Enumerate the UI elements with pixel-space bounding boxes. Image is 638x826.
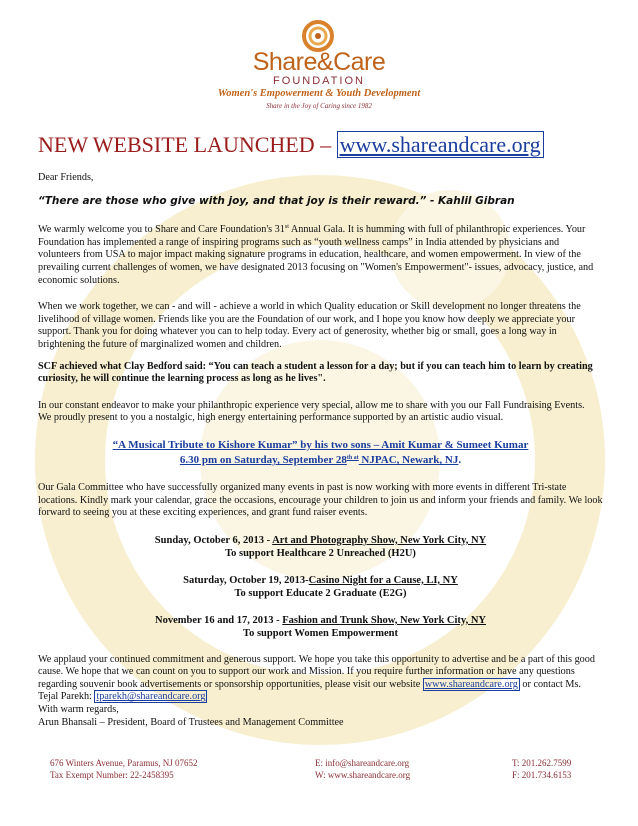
paragraph-gala-committee: Our Gala Committee who have successfully organized many events in past is now working with more events in different Tri-state locations. Kindly mark your calendar, grace the occasions, encourage your children to join us and inform your friends and family. We look forward to seeing you at these exciting experiences, and grant fund raiser events. xyxy=(38,481,603,519)
footer-tax-number: Tax Exempt Number: 22-2458395 xyxy=(50,769,174,780)
event-list xyxy=(38,534,603,640)
gibran-quote: “There are those who give with joy, and that joy is their reward.” - Kahlil Gibran xyxy=(38,194,515,207)
event-support: To support Healthcare 2 Unreached (H2U) xyxy=(225,547,416,559)
tribute-schedule: 6.30 pm on Saturday, September $28^{th at}$ NJPAC, Newark, NJ. xyxy=(179,454,462,467)
paragraph-welcome: We warmly welcome you to Share and Care Foundation's 31st Annual Gala. It is humming with full of philanthropic experiences. Your Foundation has implemented a range of inspiring programs such as “youth wellness camps” in India attended by physicians and volunteers from USA to major impact making signature programs in education, healthcare, and women empowerment. In view of the prevailing current challenges of women, we have designated 2013 focusing on "Women's Empowerment"- issues, advocacy, justice, and economic solutions. xyxy=(38,224,594,286)
regards: With warm regards, xyxy=(38,704,119,716)
footer-phone: T: 201.262.7599 xyxy=(512,758,572,768)
paragraph-achievement: SCF achieved what Clay Bedford said: “You can teach a student a lesson for a day; but if you can teach him to learn by creating curiosity, he will continue the learning process as long as he lives". xyxy=(38,360,593,385)
paragraph-closing: We applaud your continued commitment and generous support. We hope you take this opportunity to advertise and be a part of this good cause. We hope that we can count on you to support our work and Mission. If you require further information or have any questions regarding souvenir book advertisements or sponsorship opportunities, please visit our website www.shareandcare.org or contact Ms. Tejal Parekh: tparekh@shareandcare.org xyxy=(38,653,595,703)
paragraph-fall-events: In our constant endeavor to make your philanthropic experience very special, allow me to share with you our Fall Fundraising Events. xyxy=(38,399,585,411)
event-item: Sunday, October 6, 2013 - Art and Photography Show, New York City, NY xyxy=(154,534,487,546)
event-item: Saturday, October 19, 2013-Casino Night for a Cause, LI, NY xyxy=(183,574,458,586)
contact-email-link[interactable]: tparekh@shareandcare.org xyxy=(96,691,206,703)
letter-body xyxy=(38,172,603,729)
tribute-title-link[interactable]: “A Musical Tribute to Kishore Kumar” by his two sons – Amit Kumar & Sumeet Kumar xyxy=(112,438,529,451)
headline-text: NEW WEBSITE LAUNCHED – xyxy=(38,132,332,157)
closing-website-link[interactable]: www.shareandcare.org xyxy=(424,678,518,690)
event-support: To support Women Empowerment xyxy=(243,627,398,639)
event-title-link[interactable]: Fashion and Trunk Show, New York City, NY xyxy=(282,614,486,626)
event-title-link[interactable]: Casino Night for a Cause, LI, NY xyxy=(308,574,458,586)
footer-fax: F: 201.734.6153 xyxy=(512,769,572,780)
footer-email[interactable]: E: info@shareandcare.org xyxy=(315,758,410,768)
headline-website-link[interactable]: www.shareandcare.org xyxy=(337,131,544,158)
footer-website[interactable]: W: www.shareandcare.org xyxy=(315,769,411,780)
brand-tagline: Women's Empowerment & Youth Development xyxy=(217,88,421,99)
footer-address: 676 Winters Avenue, Paramus, NJ 07652 xyxy=(50,758,198,768)
brand-foundation: FOUNDATION xyxy=(273,75,365,87)
event-title-link[interactable]: Art and Photography Show, New York City, NY xyxy=(272,534,487,546)
paragraph-together: When we work together, we can - and will - achieve a world in which Quality education or Skill development no longer threatens the livelihood of village women. Friends like you are the Foundation of our work, and I hope you know how deeply we appreciate your support. Thank you for doing whatever you can to help today. Every act of generosity, whether big or small, goes a long way in brightening the future of marginalized women and children. xyxy=(38,301,581,350)
headline xyxy=(38,132,544,158)
brand-since: Share in the Joy of Caring since 1982 xyxy=(266,102,372,110)
greeting: Dear Friends, xyxy=(38,172,94,183)
paragraph-performance: We proudly present to you a nostalgic, high energy entertaining performance supported by an artistic audio visual. xyxy=(38,412,504,424)
signature: Arun Bhansali – President, Board of Trustees and Management Committee xyxy=(38,716,344,728)
event-support: To support Educate 2 Graduate (E2G) xyxy=(234,587,407,599)
brand-name: Share&Care xyxy=(252,48,386,76)
event-item: November 16 and 17, 2013 - Fashion and Trunk Show, New York City, NY xyxy=(154,614,486,626)
